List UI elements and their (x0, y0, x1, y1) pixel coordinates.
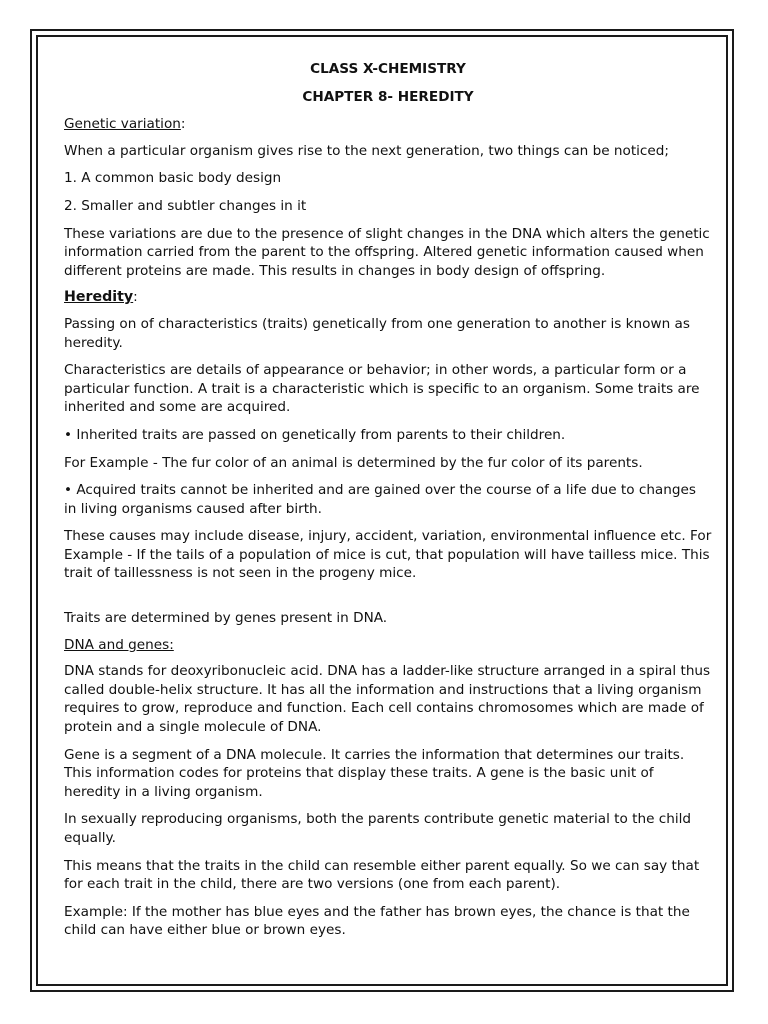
genetic-variation-intro: When a particular organism gives rise to the next generation, two things can be noticed; (64, 142, 669, 159)
acquired-traits: • Acquired traits cannot be inherited and are gained over the course of a life due to changes in living organisms caused after birth. (64, 482, 696, 517)
heredity-definition: Passing on of characteristics (traits) genetically from one generation to another is known as heredity. (64, 315, 690, 351)
document-title: CLASS X-CHEMISTRY (310, 61, 466, 77)
heredity-heading-colon: : (133, 289, 138, 306)
genetic-variation-point-1: 1. A common basic body design (64, 170, 282, 187)
genetic-variation-heading: Genetic variation (64, 116, 181, 133)
acquired-causes: These causes may include disease, injury, accident, variation, environmental influence etc. For Example - If the tails of a population of mice is cut, that population will have tailless mice. This trait of taillessness is not seen in the progeny mice. (64, 528, 712, 582)
document-content (64, 58, 712, 940)
eye-color-example: Example: If the mother has blue eyes and the father has brown eyes, the chance is that the child can have either blue or brown eyes. (64, 903, 690, 939)
resemble-paragraph: This means that the traits in the child can resemble either parent equally. So we can say that for each trait in the child, there are two versions (one from each parent). (64, 857, 700, 893)
sexual-reproduction-paragraph: In sexually reproducing organisms, both the parents contribute genetic material to the child equally. (64, 811, 692, 846)
dna-paragraph: DNA stands for deoxyribonucleic acid. DNA has a ladder-like structure arranged in a spiral thus called double-helix structure. It has all the information and instructions that a living organism requires to grow, reproduce and function. Each cell contains chromosomes which are made of protein and a single molecule of DNA. (64, 663, 711, 736)
genetic-variation-heading-colon: : (180, 116, 186, 133)
genetic-variation-explanation: These variations are due to the presence of slight changes in the DNA which alters the genetic information carried from the parent to the offspring. Altered genetic information caused when different proteins are made. This results in changes in body design of offspring. (64, 225, 710, 279)
genetic-variation-heading-line (64, 115, 712, 134)
genes-note: Traits are determined by genes present in DNA. (64, 610, 388, 627)
heredity-heading: Heredity (64, 289, 134, 306)
inherited-traits: • Inherited traits are passed on genetically from parents to their children. (64, 426, 566, 443)
genetic-variation-point-2: 2. Smaller and subtler changes in it (64, 197, 307, 214)
chapter-title: CHAPTER 8- HEREDITY (302, 88, 474, 105)
dna-genes-heading: DNA and genes: (64, 636, 174, 653)
heredity-characteristics: Characteristics are details of appearance or behavior; in other words, a particular form or a particular function. A trait is a characteristic which is specific to an organism. Some traits are inherited and some are acquired. (64, 362, 700, 416)
gene-paragraph: Gene is a segment of a DNA molecule. It carries the information that determines our traits. This information codes for proteins that display these traits. A gene is the basic unit of heredity in a living organism. (64, 746, 685, 800)
heredity-heading-line (64, 288, 712, 307)
inherited-example: For Example - The fur color of an animal is determined by the fur color of its parents. (64, 454, 643, 471)
